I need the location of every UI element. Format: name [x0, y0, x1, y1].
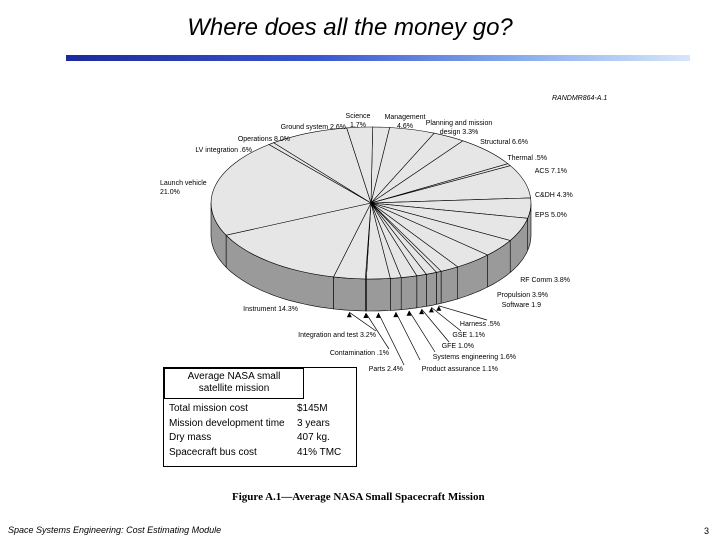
- pie-side-parts: [366, 278, 390, 311]
- slice-label-science: Science 1.7%: [345, 113, 371, 129]
- leader-line-product-assurance: [396, 312, 420, 360]
- page-number: 3: [704, 526, 710, 536]
- info-row: [169, 417, 341, 432]
- footer-text: Space Systems Engineering: Cost Estimating Module: [8, 525, 222, 535]
- slice-label-ground-system: Ground system 2.6%: [280, 124, 346, 131]
- leader-arrow-product-assurance: [393, 312, 398, 317]
- slice-label-product-assurance: Product assurance 1.1%: [421, 366, 498, 373]
- slice-label-lv-integration: LV integration .6%: [195, 147, 252, 154]
- slide-title: Where does all the money go?: [187, 14, 513, 41]
- info-row-label: Total mission cost: [169, 403, 248, 414]
- slice-label-parts: Parts 2.4%: [368, 366, 403, 373]
- info-rows: [169, 402, 341, 460]
- slice-label-structural: Structural 6.6%: [480, 139, 528, 146]
- slice-label-rf-comm: RF Comm 3.8%: [520, 277, 570, 284]
- pie-side-systems-engineering: [401, 276, 417, 310]
- slice-label-eps: EPS 5.0%: [535, 212, 567, 219]
- info-row-label: Spacecraft bus cost: [169, 446, 257, 458]
- slice-label-thermal: Thermal .5%: [507, 155, 547, 162]
- slice-label-management: Management 4.6%: [384, 114, 426, 130]
- slice-label-acs: ACS 7.1%: [534, 168, 567, 175]
- info-row-label: Mission development time: [169, 417, 285, 429]
- mission-info-box: [163, 367, 357, 467]
- leader-line-contamination: [366, 313, 389, 349]
- info-row-value: 41% TMC: [297, 446, 342, 458]
- slice-label-gfe: GFE 1.0%: [441, 343, 474, 350]
- slice-label-harness: Harness .5%: [459, 321, 500, 328]
- leader-arrow-gse: [429, 307, 434, 312]
- info-heading-line2: satellite mission: [198, 383, 270, 394]
- slice-label-c-dh: C&DH 4.3%: [535, 192, 573, 199]
- pie-face-layer: [211, 127, 531, 279]
- info-row-label: Dry mass: [169, 432, 212, 443]
- slice-label-operations: Operations 8.0%: [237, 136, 290, 143]
- slice-label-launch-vehicle: Launch vehicle 21.0%: [160, 180, 207, 196]
- info-row-value: 3 years: [297, 417, 330, 429]
- slice-label-contamination: Contamination .1%: [329, 350, 389, 357]
- pie-side-gfe: [417, 274, 427, 308]
- figure-caption: Figure A.1—Average NASA Small Spacecraft Mission: [232, 491, 485, 503]
- leader-arrow-integration-and-test: [347, 312, 352, 317]
- leader-line-harness: [439, 306, 487, 320]
- info-row: [169, 431, 341, 446]
- leader-line-integration-and-test: [349, 312, 376, 331]
- slice-label-propulsion: Propulsion 3.9%: [497, 292, 548, 299]
- info-heading-line1: Average NASA small: [187, 371, 281, 382]
- pie-side-integration-and-test: [334, 277, 366, 311]
- slice-label-planning-and-mission-design: Planning and mission design 3.3%: [425, 120, 493, 136]
- pie-side-harness: [437, 271, 442, 304]
- figure-reference: RANDMR864-A.1: [552, 95, 608, 102]
- pie-side-product-assurance: [390, 278, 401, 311]
- info-box-heading: [164, 368, 304, 399]
- info-row: [169, 446, 341, 461]
- pie-side-software: [441, 267, 458, 303]
- info-row: [169, 402, 341, 417]
- leader-arrow-parts: [376, 313, 381, 318]
- slice-label-systems-engineering: Systems engineering 1.6%: [432, 354, 516, 361]
- info-row-value: 407 kg.: [297, 432, 330, 443]
- slice-label-software: Software 1.9: [501, 302, 541, 309]
- pie-side-gse: [426, 272, 436, 306]
- slice-label-integration-and-test: Integration and test 3.2%: [298, 332, 376, 339]
- slice-label-gse: GSE 1.1%: [452, 332, 485, 339]
- slice-label-instrument: Instrument 14.3%: [243, 306, 298, 313]
- info-row-value: $145M: [297, 403, 328, 414]
